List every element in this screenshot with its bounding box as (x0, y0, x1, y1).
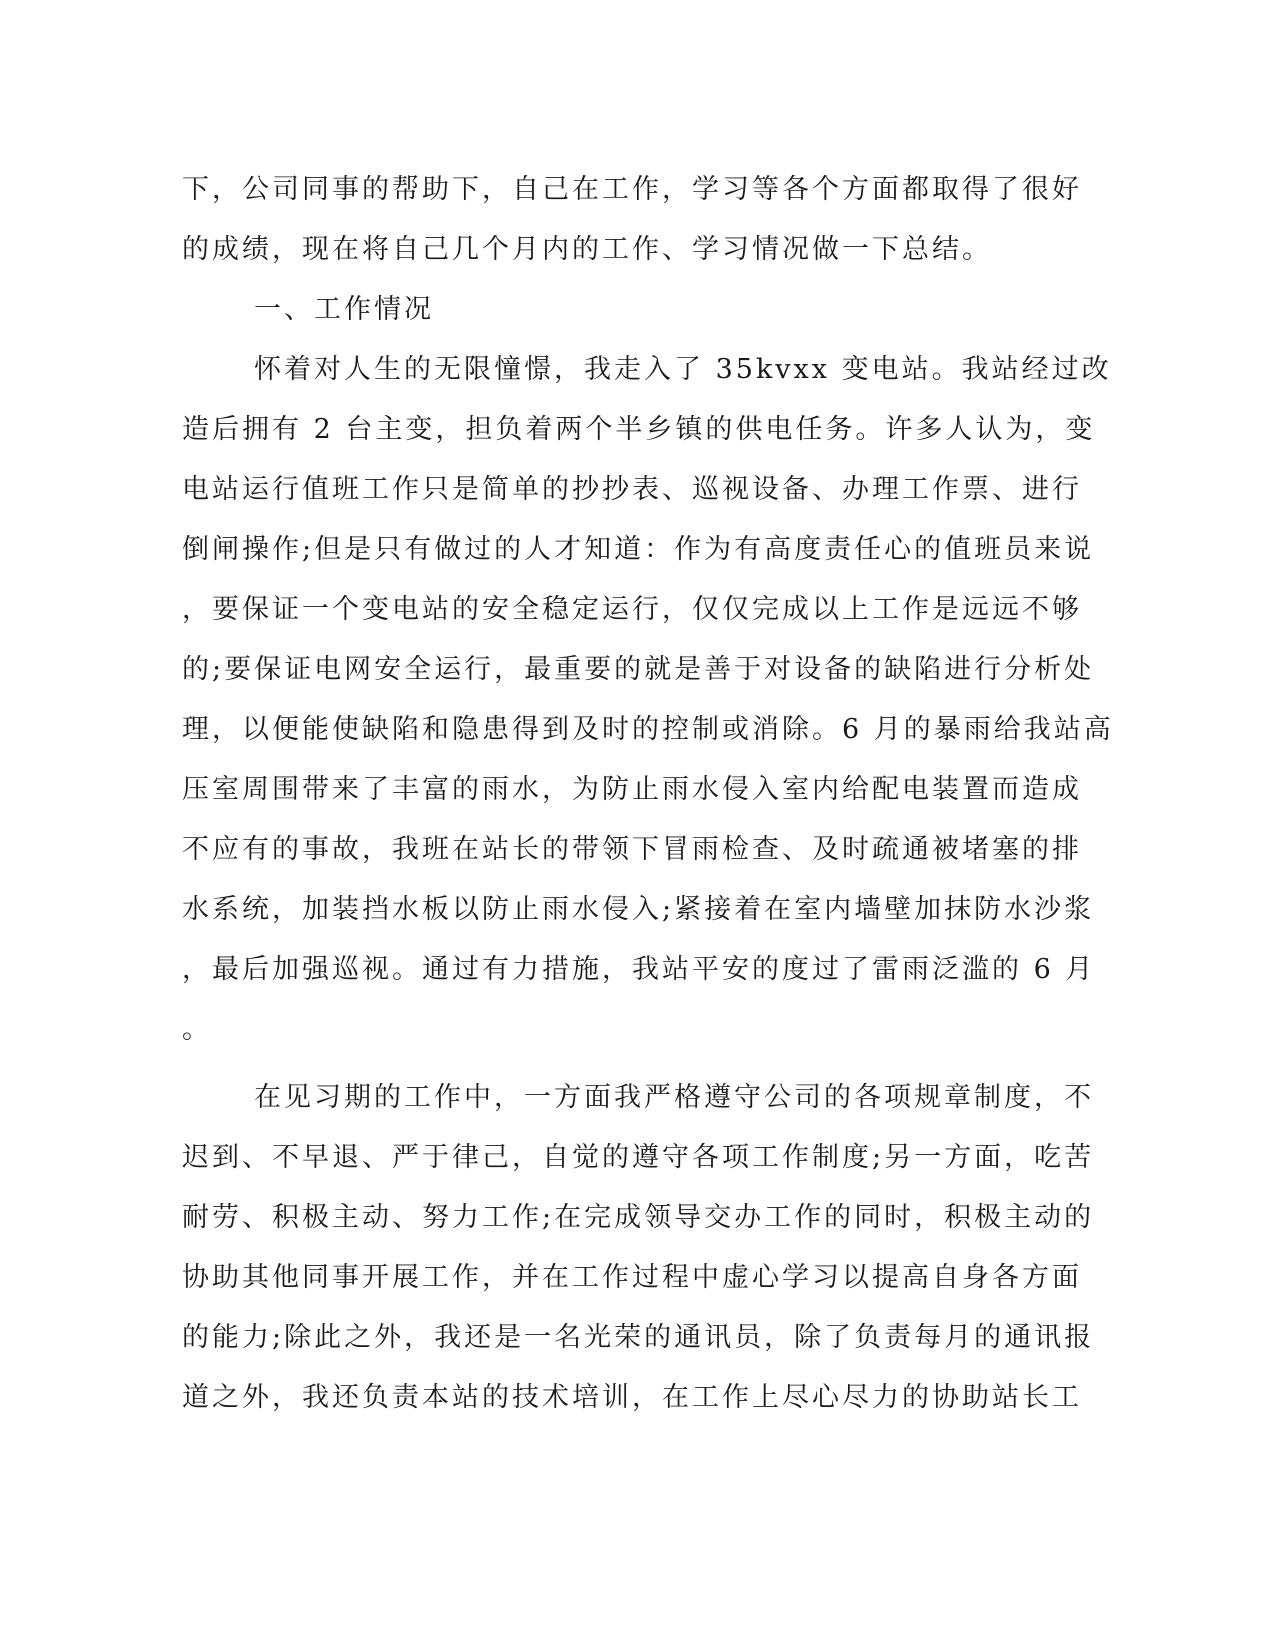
document-body (182, 160, 1114, 1428)
text-line: 造后拥有 2 台主变，担负着两个半乡镇的供电任务。许多人认为，变 (182, 414, 1096, 445)
text-line: 下，公司同事的帮助下，自己在工作，学习等各个方面都取得了很好 (182, 174, 1082, 205)
text-line: 。 (182, 1014, 212, 1045)
text-line: ，最后加强巡视。通过有力措施，我站平安的度过了雷雨泛滥的 6 月 (182, 954, 1096, 985)
section-heading: 一、工作情况 (254, 294, 434, 325)
text-line: 迟到、不早退、严于律己，自觉的遵守各项工作制度;另一方面，吃苦 (182, 1142, 1095, 1173)
text-line: 电站运行值班工作只是简单的抄抄表、巡视设备、办理工作票、进行 (182, 474, 1082, 505)
text-line: 的;要保证电网安全运行，最重要的就是善于对设备的缺陷进行分析处 (182, 654, 1095, 685)
text-line: 耐劳、积极主动、努力工作;在完成领导交办工作的同时，积极主动的 (182, 1202, 1095, 1233)
text-line: 倒闸操作;但是只有做过的人才知道：作为有高度责任心的值班员来说 (182, 534, 1095, 565)
text-line: 怀着对人生的无限憧憬，我走入了 35kvxx 变电站。我站经过改 (254, 354, 1112, 385)
text-line: 的成绩，现在将自己几个月内的工作、学习情况做一下总结。 (182, 234, 992, 265)
text-line: 在见习期的工作中，一方面我严格遵守公司的各项规章制度，不 (254, 1082, 1094, 1113)
text-line: 水系统，加装挡水板以防止雨水侵入;紧接着在室内墙壁加抹防水沙浆 (182, 894, 1095, 925)
text-line: 理，以便能使缺陷和隐患得到及时的控制或消除。6 月的暴雨给我站高 (182, 714, 1114, 745)
text-line: ，要保证一个变电站的安全稳定运行，仅仅完成以上工作是远远不够 (182, 594, 1082, 625)
text-line: 的能力;除此之外，我还是一名光荣的通讯员，除了负责每月的通讯报 (182, 1322, 1095, 1353)
text-line: 道之外，我还负责本站的技术培训，在工作上尽心尽力的协助站长工 (182, 1382, 1082, 1413)
text-line: 压室周围带来了丰富的雨水，为防止雨水侵入室内给配电装置而造成 (182, 774, 1082, 805)
text-line: 协助其他同事开展工作，并在工作过程中虚心学习以提高自身各方面 (182, 1262, 1082, 1293)
text-line: 不应有的事故，我班在站长的带领下冒雨检查、及时疏通被堵塞的排 (182, 834, 1082, 865)
